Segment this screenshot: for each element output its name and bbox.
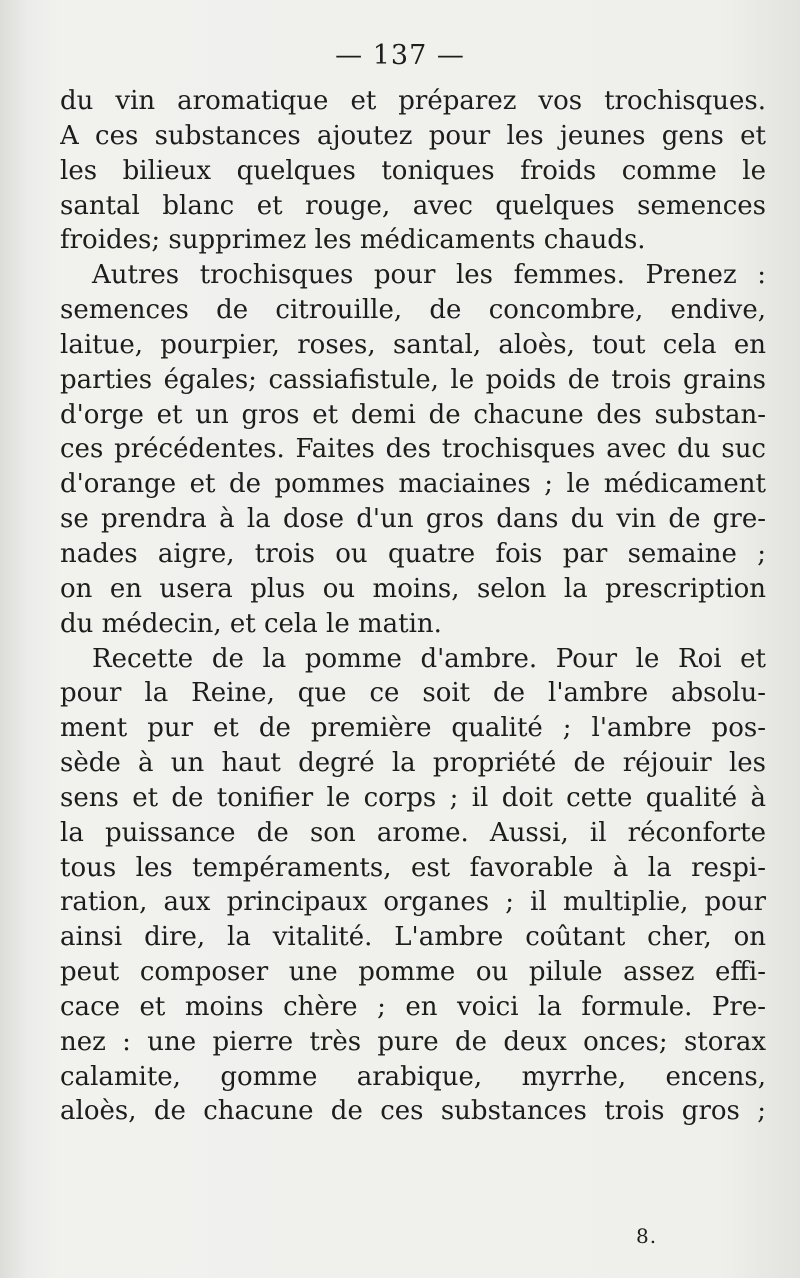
text-line: on en usera plus ou moins, selon la prescription	[60, 573, 766, 604]
text-line: parties égales; cassiafistule, le poids de trois grains	[60, 364, 766, 395]
text-line: calamite, gomme arabique, myrrhe, encens,	[60, 1061, 766, 1092]
text-line: cace et moins chère ; en voici la formule. Pre-	[60, 991, 766, 1022]
text-line: d'orange et de pommes maciaines ; le médicament	[60, 469, 766, 500]
text-line: pour la Reine, que ce soit de l'ambre absolu-	[60, 678, 766, 709]
text-line: ainsi dire, la vitalité. L'ambre coûtant cher, on	[60, 922, 766, 953]
text-line: peut composer une pomme ou pilule assez effi-	[60, 957, 766, 988]
paragraph-first-line: Autres trochisques pour les femmes. Prenez :	[92, 260, 766, 291]
text-line: du médecin, et cela le matin.	[60, 608, 442, 639]
text-line: d'orge et un gros et demi de chacune des substan-	[60, 399, 766, 430]
text-line: santal blanc et rouge, avec quelques semences	[60, 190, 766, 221]
text-line: nez : une pierre très pure de deux onces; storax	[60, 1026, 766, 1057]
text-line: froides; supprimez les médicaments chauds.	[60, 225, 646, 256]
text-line: tous les tempéraments, est favorable à la respi-	[60, 852, 766, 883]
text-line: la puissance de son arome. Aussi, il réconforte	[60, 817, 766, 848]
text-line: sens et de tonifier le corps ; il doit cette qualité à	[60, 782, 766, 813]
signature-mark: 8.	[636, 1224, 658, 1248]
text-line: ces précédentes. Faites des trochisques avec du suc	[60, 434, 766, 465]
text-line: ration, aux principaux organes ; il multiplie, pour	[60, 887, 766, 918]
page-number: — 137 —	[335, 40, 465, 71]
body-text	[60, 84, 766, 1129]
text-line: aloès, de chacune de ces substances trois gros ;	[60, 1096, 766, 1127]
text-line: nades aigre, trois ou quatre fois par semaine ;	[60, 538, 766, 569]
text-line: ment pur et de première qualité ; l'ambre pos-	[60, 713, 766, 744]
text-line: laitue, pourpier, roses, santal, aloès, tout cela en	[60, 329, 766, 360]
text-line: les bilieux quelques toniques froids comme le	[60, 155, 766, 186]
paragraph-first-line: Recette de la pomme d'ambre. Pour le Roi et	[92, 643, 766, 674]
text-line: du vin aromatique et préparez vos trochisques.	[60, 86, 766, 116]
text-line: semences de citrouille, de concombre, endive,	[60, 295, 766, 326]
text-line: A ces substances ajoutez pour les jeunes gens et	[60, 120, 766, 151]
text-line: sède à un haut degré la propriété de réjouir les	[60, 748, 766, 779]
text-line: se prendra à la dose d'un gros dans du vin de gre-	[60, 504, 766, 535]
